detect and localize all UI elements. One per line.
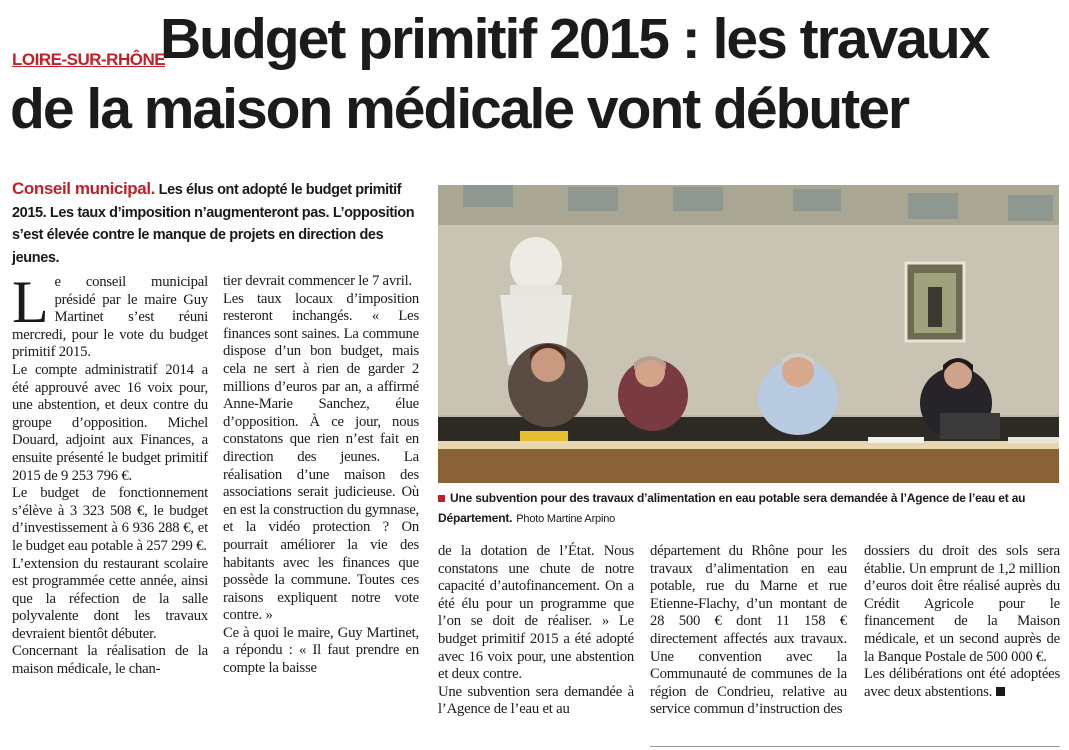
text-column-4: [650, 543, 847, 719]
text-column-5: [864, 543, 1060, 701]
headline-line-1: Budget primitif 2015 : les travaux: [160, 7, 989, 71]
paragraph: dossiers du droit des sols sera établie. Un emprunt de 1,2 million d’euros doit être réalisé auprès du Crédit Agricole pour le financement de la Maison médicale, et un second auprès de la Banque Postale de 500 000 €.: [864, 543, 1060, 665]
paragraph: e conseil municipal présidé par le maire Guy Martinet s’est réuni mercredi, pour le vote du budget primitif 2015.: [12, 274, 208, 361]
drop-cap: L: [12, 269, 49, 335]
photo-caption: [438, 488, 1058, 529]
caption-text: Une subvention pour des travaux d’alimentation en eau potable sera demandée à l’Agence de l’eau et au Département.: [438, 491, 1026, 525]
paragraph: Le compte administratif 2014 a été approuvé avec 16 voix pour, une abstention, et deux contre du groupe d’opposition. Michel Douard, adjoint aux Finances, a ensuite présenté le budget primitif 2015 de 9 253 796 €.: [12, 361, 208, 484]
paragraph: de la dotation de l’État. Nous constatons une chute de notre capacité d’autofinancement. On a été élu pour un programme que l’on se doit de réaliser. » Le budget primitif 2015 a été adopté avec 16 voix pour, une abstention et deux contre.: [438, 543, 634, 683]
caption-marker-icon: [438, 495, 445, 502]
final-sentence: Les délibérations ont été adoptées avec deux abstentions.: [864, 666, 1060, 700]
text-column-1: [12, 269, 208, 679]
text-column-3: [438, 543, 634, 719]
headline-line-2: de la maison médicale vont débuter: [10, 77, 909, 141]
text-column-2: [223, 273, 419, 678]
article-kicker: LOIRE-SUR-RHÔNE: [12, 50, 166, 69]
article-lead: [12, 178, 422, 269]
article-headline: [10, 4, 1065, 144]
paragraph: tier devrait commencer le 7 avril.: [223, 273, 412, 289]
photo-credit: Photo Martine Arpino: [516, 513, 616, 525]
lead-text: Les élus ont adopté le budget primitif 2015. Les taux d’imposition n’augmenteront pas. L’opposition s’est élevée contre le manque de projets en direction des jeunes.: [12, 182, 415, 266]
paragraph: Ce à quoi le maire, Guy Martinet, a répondu : « Il faut prendre en compte la baisse: [223, 624, 419, 677]
paragraph: Les taux locaux d’imposition resteront inchangés. « Les finances sont saines. La commune dispose d’un bon budget, mais cela ne sert à rien de garder 2 millions d’euros par an, a affirmé Anne-Marie Sanchez, élue d’opposition. À ce jour, nous constatons que rien n’est fait en direction des jeunes. La réalisation d’une maison des associations serait judicieuse. Où en est la construction du gymnase, et la vidéo protection ? On pourrait améliorer la vie des habitants avec les finances que possède la commune. Toutes ces raisons expliquent notre vote contre. »: [223, 290, 419, 624]
lead-label: Conseil municipal.: [12, 179, 155, 198]
council-meeting-photo: [438, 185, 1059, 483]
paragraph: Le budget de fonctionnement s’élève à 3 323 508 €, le budget d’investissement à 6 936 288 €, et le budget eau potable à 257 299 €.: [12, 485, 208, 554]
paragraph: Concernant la réalisation de la maison médicale, le chan-: [12, 643, 208, 678]
paragraph: [864, 666, 1060, 701]
paragraph: L’extension du restaurant scolaire est programmée cette année, ainsi que la réfection de la salle polyvalente dont les travaux devraient bientôt débuter.: [12, 555, 208, 642]
end-mark-icon: [996, 687, 1005, 696]
paragraph: Une subvention sera demandée à l’Agence de l’eau et au: [438, 683, 634, 718]
divider: [650, 746, 1060, 747]
paragraph: département du Rhône pour les travaux d’alimentation en eau potable, rue du Marne et rue Etienne-Flachy, d’un montant de 28 500 € dont 11 158 € directement affectés aux travaux. Une convention avec la Communauté de communes de la région de Condrieu, relative au service commun d’instruction des: [650, 543, 847, 718]
